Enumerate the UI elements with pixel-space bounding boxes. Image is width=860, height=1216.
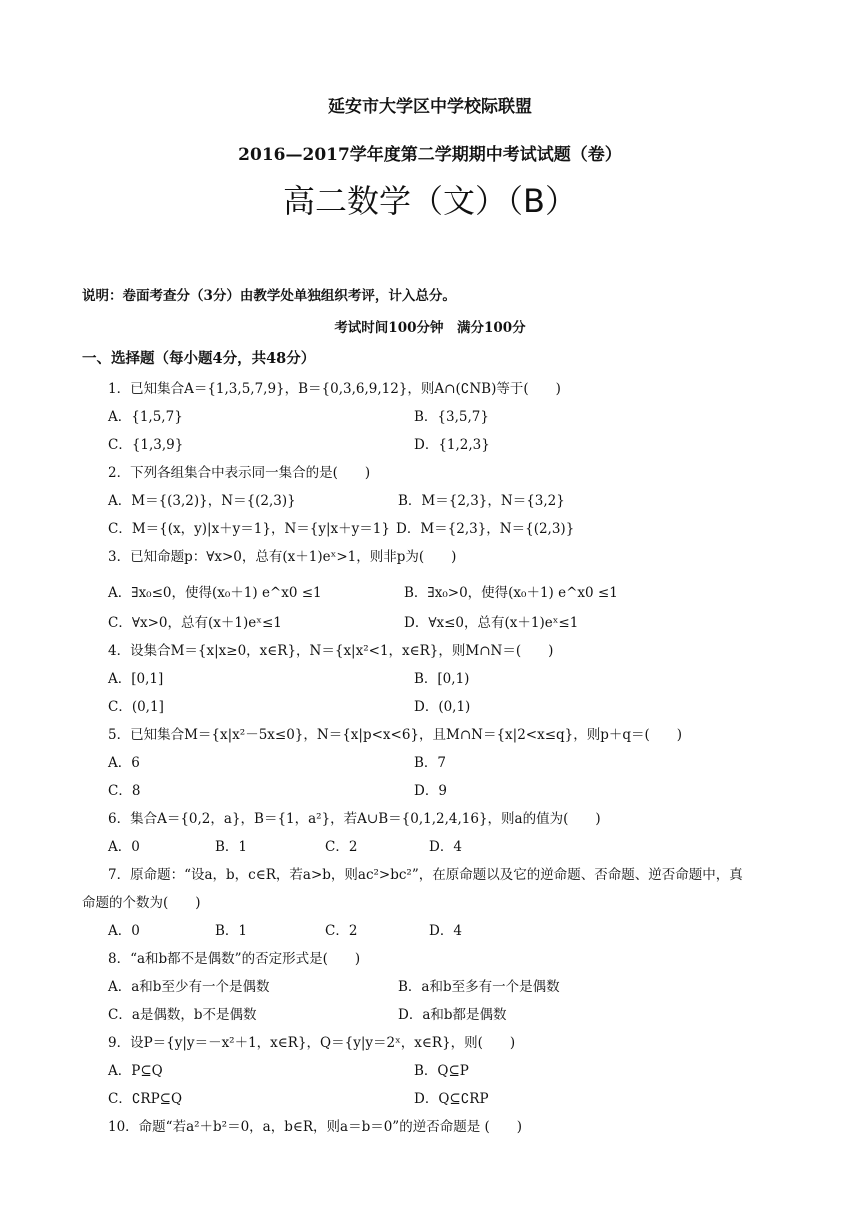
q6-option-a: A．0 bbox=[108, 839, 140, 855]
q4-option-d: D．(0,1) bbox=[414, 699, 471, 715]
q8-option-b: B．a和b至多有一个是偶数 bbox=[398, 979, 560, 995]
question-10: 10．命题“若a²＋b²＝0，a，b∈R，则a＝b＝0”的逆否命题是 ( ) bbox=[108, 1119, 523, 1135]
question-2: 2．下列各组集合中表示同一集合的是( ) bbox=[108, 465, 371, 481]
q8-option-d: D．a和b都是偶数 bbox=[398, 1007, 507, 1023]
q4-option-c: C．(0,1] bbox=[108, 699, 164, 715]
question-5: 5．已知集合M＝{x|x²－5x≤0}，N＝{x|p<x<6}，且M∩N＝{x|2<x≤q}，则p＋q＝( ) bbox=[108, 727, 683, 743]
q7-option-d: D．4 bbox=[429, 923, 462, 939]
q9-option-a: A．P⊆Q bbox=[108, 1063, 163, 1079]
question-7-line-2: 命题的个数为( ) bbox=[82, 895, 201, 911]
q4-option-b: B．[0,1) bbox=[414, 671, 470, 687]
q2-option-d: D．M＝{2,3}，N＝{(2,3)} bbox=[396, 521, 575, 537]
q3-option-b: B．∃x₀>0，使得(x₀＋1) e^x0 ≤1 bbox=[404, 585, 618, 601]
q2-option-a: A．M＝{(3,2)}，N＝{(2,3)} bbox=[108, 493, 296, 509]
q7-option-a: A．0 bbox=[108, 923, 140, 939]
exam-note: 说明：卷面考查分（3分）由教学处单独组织考评，计入总分。 bbox=[82, 288, 456, 304]
q1-option-d: D．{1,2,3} bbox=[414, 437, 490, 453]
question-8: 8．“a和b都不是偶数”的否定形式是( ) bbox=[108, 951, 361, 967]
term-title: 2016—2017学年度第二学期期中考试试题（卷） bbox=[238, 145, 622, 165]
q4-option-a: A．[0,1] bbox=[108, 671, 164, 687]
question-3: 3．已知命题p：∀x>0，总有(x＋1)eˣ>1，则非p为( ) bbox=[108, 549, 457, 565]
q3-option-a: A．∃x₀≤0，使得(x₀＋1) e^x0 ≤1 bbox=[108, 585, 322, 601]
q3-option-d: D．∀x≤0，总有(x＋1)eˣ≤1 bbox=[404, 615, 579, 631]
q5-option-b: B．7 bbox=[414, 755, 447, 771]
q6-option-c: C．2 bbox=[325, 839, 358, 855]
question-7-line-1: 7．原命题：“设a，b，c∈R，若a>b，则ac²>bc²”，在原命题以及它的逆命题、否命题、逆否命题中，真 bbox=[108, 867, 743, 883]
q5-option-a: A．6 bbox=[108, 755, 140, 771]
q7-option-b: B．1 bbox=[215, 923, 248, 939]
question-6: 6．集合A＝{0,2，a}，B＝{1，a²}，若A∪B＝{0,1,2,4,16}，则a的值为( ) bbox=[108, 811, 601, 827]
question-9: 9．设P＝{y|y＝－x²＋1，x∈R}，Q＝{y|y＝2ˣ，x∈R}，则( ) bbox=[108, 1035, 516, 1051]
subject-title: 高二数学（文）（B） bbox=[283, 182, 577, 220]
q2-option-b: B．M＝{2,3}，N＝{3,2} bbox=[398, 493, 565, 509]
section-title: 一、选择题（每小题4分，共48分） bbox=[82, 350, 316, 367]
school-title: 延安市大学区中学校际联盟 bbox=[328, 97, 532, 117]
question-1: 1．已知集合A＝{1,3,5,7,9}，B＝{0,3,6,9,12}，则A∩(∁NB)等于( ) bbox=[108, 381, 561, 397]
q8-option-c: C．a是偶数，b不是偶数 bbox=[108, 1007, 257, 1023]
q5-option-c: C．8 bbox=[108, 783, 141, 799]
q1-option-a: A．{1,5,7} bbox=[108, 409, 183, 425]
q8-option-a: A．a和b至少有一个是偶数 bbox=[108, 979, 270, 995]
q2-option-c: C．M＝{(x，y)|x＋y＝1}，N＝{y|x＋y＝1} bbox=[108, 521, 390, 537]
q1-option-c: C．{1,3,9} bbox=[108, 437, 184, 453]
q7-option-c: C．2 bbox=[325, 923, 358, 939]
q5-option-d: D．9 bbox=[414, 783, 447, 799]
q1-option-b: B．{3,5,7} bbox=[414, 409, 489, 425]
exam-time-info: 考试时间100分钟 满分100分 bbox=[334, 320, 526, 336]
q9-option-d: D．Q⊆∁RP bbox=[414, 1091, 489, 1107]
question-4: 4．设集合M＝{x|x≥0，x∈R}，N＝{x|x²<1，x∈R}，则M∩N＝( ) bbox=[108, 643, 554, 659]
q6-option-b: B．1 bbox=[215, 839, 248, 855]
q6-option-d: D．4 bbox=[429, 839, 462, 855]
q9-option-b: B．Q⊆P bbox=[414, 1063, 469, 1079]
q9-option-c: C．∁RP⊆Q bbox=[108, 1091, 183, 1107]
q3-option-c: C．∀x>0，总有(x＋1)eˣ≤1 bbox=[108, 615, 282, 631]
